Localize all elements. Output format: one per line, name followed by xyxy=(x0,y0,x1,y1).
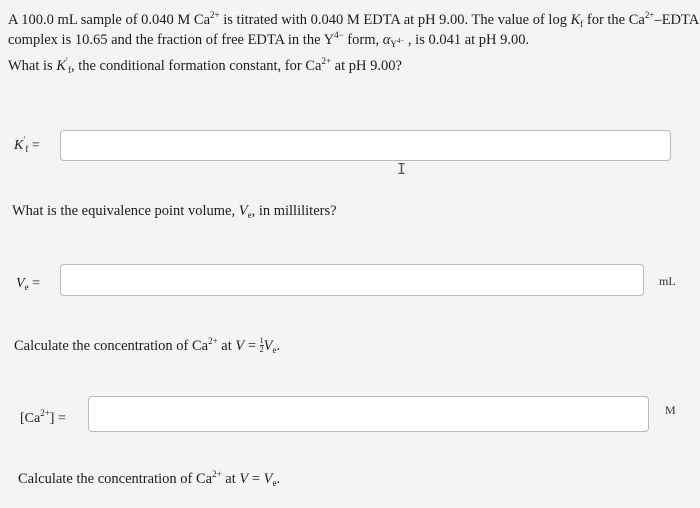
problem-line-2: complex is 10.65 and the fraction of free EDTA in the $Y^{4-}$ form, $\alpha_{Y^{4-}}$ , is 0.041 at pH 9.00. xyxy=(8,30,530,49)
ve-input[interactable] xyxy=(60,264,644,296)
kf-prime-label: $K'_f$ = xyxy=(14,135,40,154)
ve-label: $V_e$ = xyxy=(16,276,40,292)
kf-prime-input[interactable] xyxy=(60,130,671,161)
text-cursor-icon: I xyxy=(397,160,407,178)
question-half-equivalence: Calculate the concentration of $Ca^{2+}$ at V = $\frac{1}{2}$ $V_e$. xyxy=(14,336,281,355)
ca-conc-unit: M xyxy=(665,403,676,417)
one-half-fraction: $\frac{1}{2}$ xyxy=(259,336,264,354)
ca-half-equivalence-input[interactable] xyxy=(88,396,649,432)
question-equivalence-volume: What is the equivalence point volume, $V_e$, in milliliters? xyxy=(12,203,337,220)
question-at-equivalence: Calculate the concentration of $Ca^{2+}$ at $V = V_e$. xyxy=(18,469,281,488)
problem-line-1: A 100.0 mL sample of 0.040 M $Ca^{2+}$ is titrated with 0.040 M EDTA at pH 9.00. The value of $\log K_f$ for the $Ca^{2+}$–EDTA xyxy=(8,10,700,29)
ve-unit: mL xyxy=(659,274,676,288)
ca-conc-label: $[Ca^{2+}]$ = xyxy=(20,408,66,426)
question-conditional-constant: What is $K'_f$, the conditional formation constant, for $Ca^{2+}$ at pH 9.00? xyxy=(8,56,402,75)
